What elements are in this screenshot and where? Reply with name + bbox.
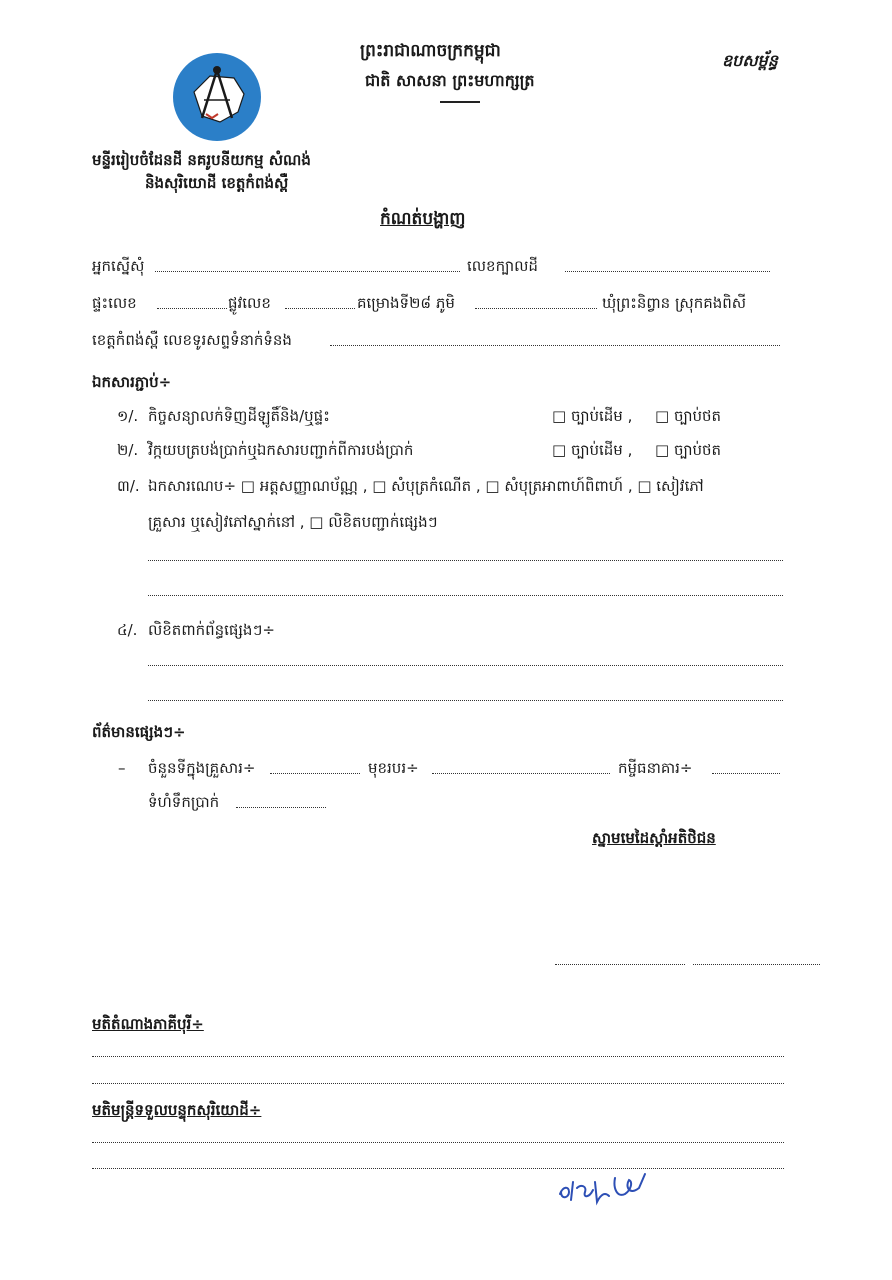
representative-opinion-line-2[interactable]	[92, 1083, 784, 1084]
bank-loan-field[interactable]	[712, 773, 780, 774]
attachment-2-text: វិក្កយបត្របង់ប្រាក់ឬឯកសារបញ្ជាក់ពីការបង់ប្រាក់	[148, 441, 414, 459]
cadastral-opinion-label: មតិមន្ត្រីទទួលបន្ទុកសុរិយោដី÷	[92, 1101, 262, 1119]
attachment-3-text-line1[interactable]: ឯកសារណេប÷ □ អត្តសញ្ញាណប័ណ្ណ , □ សំបុត្រកំណើត , □ សំបុត្រអាពាហ៍ពិពាហ៍ , □ សៀវភៅ	[148, 477, 704, 495]
attachment-1-original-checkbox[interactable]: □ ច្បាប់ដើម ,	[552, 407, 633, 425]
attachment-4-line-2[interactable]	[148, 700, 783, 701]
occupation-field[interactable]	[432, 773, 610, 774]
parcel-number-label: លេខក្បាលដី	[467, 257, 538, 275]
attachment-4-line-1[interactable]	[148, 665, 783, 666]
department-logo	[172, 52, 262, 142]
attachments-heading: ឯកសារភ្ជាប់÷	[92, 373, 172, 391]
project-village-label: គម្រោងទី២៨ ភូមិ	[357, 294, 455, 312]
attachment-3-line-2[interactable]	[148, 595, 783, 596]
phone-field[interactable]	[330, 345, 780, 346]
street-number-label: ផ្លូវលេខ	[228, 294, 271, 312]
attachment-2-original-checkbox[interactable]: □ ច្បាប់ដើម ,	[552, 441, 633, 459]
attachment-1-number: ១/.	[117, 407, 139, 425]
parcel-number-field[interactable]	[565, 271, 770, 272]
province-phone-label: ខេត្តកំពង់ស្ពឺ លេខទូរសព្ទទំនាក់ទំនង	[92, 331, 292, 349]
citizen-signature-line[interactable]	[555, 964, 685, 965]
attachment-3-number: ៣/.	[117, 477, 140, 495]
document-title: កំណត់បង្ហាញ	[380, 209, 466, 229]
representative-opinion-line-1[interactable]	[92, 1056, 784, 1057]
amount-field[interactable]	[236, 807, 326, 808]
representative-opinion-label: មតិតំណាងភាគីបុរី÷	[92, 1015, 204, 1033]
house-number-field[interactable]	[157, 308, 227, 309]
street-number-field[interactable]	[285, 308, 355, 309]
citizen-name-line[interactable]	[693, 964, 820, 965]
attachment-2-copy-checkbox[interactable]: □ ច្បាប់ថត	[655, 441, 722, 459]
other-info-dash: –	[118, 759, 126, 777]
attachment-2-number: ២/.	[117, 441, 139, 459]
occupation-label: មុខរបរ÷	[368, 759, 419, 777]
national-motto: ជាតិ សាសនា ព្រះមហាក្សត្រ	[365, 71, 535, 90]
attachment-3-line-1[interactable]	[148, 560, 783, 561]
motto-divider	[440, 101, 480, 103]
attachment-4-text: លិខិតពាក់ព័ន្ធផ្សេងៗ÷	[148, 621, 275, 639]
applicant-name-label: អ្នកស្នើសុំ	[92, 257, 145, 275]
family-members-label: ចំនួនទីក្នុងគ្រួសារ÷	[148, 759, 256, 777]
family-members-field[interactable]	[270, 773, 360, 774]
other-info-heading: ព័ត៌មានផ្សេងៗ÷	[92, 723, 186, 741]
citizen-signature-label: ស្នាមមេដៃស្តាំអតិថិជន	[592, 829, 716, 847]
commune-district-text: ឃុំព្រះនិព្វាន ស្រុកគងពិសី	[602, 294, 747, 312]
kingdom-heading: ព្រះរាជាណាចក្រកម្ពុជា	[360, 41, 501, 61]
cadastral-opinion-line-1[interactable]	[92, 1142, 784, 1143]
cadastral-opinion-line-2[interactable]	[92, 1168, 784, 1169]
applicant-name-field[interactable]	[155, 271, 460, 272]
handwritten-signature	[555, 1168, 650, 1208]
annex-label: ឧបសម្ព័ន្ធ	[722, 51, 778, 70]
village-field[interactable]	[475, 308, 597, 309]
amount-label: ទំហំទឹកប្រាក់	[148, 793, 220, 811]
attachment-1-copy-checkbox[interactable]: □ ច្បាប់ថត	[655, 407, 722, 425]
bank-loan-label: កម្ចីធនាគារ÷	[618, 759, 693, 777]
attachment-4-number: ៤/.	[117, 621, 138, 639]
attachment-1-text: កិច្ចសន្យាលក់ទិញដីឡូតិ៍និង/ឬផ្ទះ	[148, 407, 330, 425]
house-number-label: ផ្ទះលេខ	[92, 294, 137, 312]
department-name-line2: និងសុរិយោដី ខេត្តកំពង់ស្ពឺ	[145, 174, 289, 192]
attachment-3-text-line2[interactable]: គ្រួសារ ឬសៀវភៅស្នាក់នៅ , □ លិខិតបញ្ជាក់ផ្សេងៗ	[148, 513, 438, 531]
department-name-line1: មន្ទីររៀបចំដែនដី នគរូបនីយកម្ម សំណង់	[92, 151, 311, 169]
